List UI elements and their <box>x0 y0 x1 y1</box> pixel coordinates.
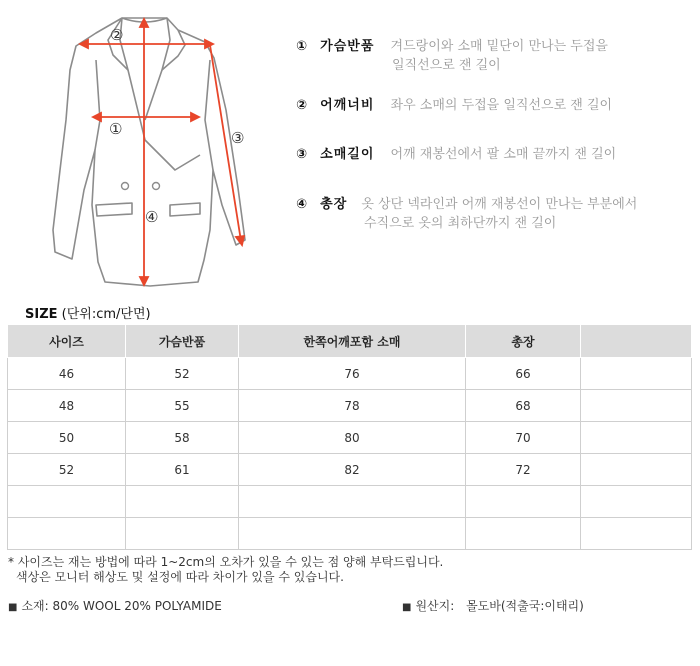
definition-desc: 어깨 재봉선에서 팔 소매 끝까지 잰 길이 <box>390 147 617 162</box>
table-cell <box>581 358 692 390</box>
table-cell: 82 <box>239 454 466 486</box>
header-length: 총장 <box>466 325 581 358</box>
marker-3: ③ <box>231 129 245 147</box>
note-line-2: 색상은 모니터 해상도 및 설정에 따라 차이가 있을 수 있습니다. <box>16 570 344 584</box>
table-cell <box>239 486 466 518</box>
note-line-1: * 사이즈는 재는 방법에 따라 1~2cm의 오차가 있을 수 있는 점 양해 부탁드립니다. <box>8 555 444 569</box>
bullet-square-icon: ■ <box>8 602 18 613</box>
origin-info: ■ 원산지: 몰도바(적출국:이태리) <box>402 599 584 613</box>
table-cell: 46 <box>8 358 126 390</box>
table-cell <box>581 422 692 454</box>
origin-label: 원산지 <box>415 599 451 613</box>
definition-desc: 좌우 소매의 두접을 일직선으로 잰 길이 <box>390 98 613 113</box>
table-cell <box>581 518 692 550</box>
definition-desc: 겨드랑이와 소매 밑단이 만나는 두접을 <box>390 39 608 54</box>
size-unit: (단위:cm/단면) <box>61 307 151 322</box>
table-cell: 48 <box>8 390 126 422</box>
table-cell: 61 <box>126 454 239 486</box>
table-cell <box>466 518 581 550</box>
table-cell: 68 <box>466 390 581 422</box>
jacket-pocket-left <box>96 203 132 216</box>
material-label: 소재 <box>21 599 45 613</box>
table-row <box>8 454 692 486</box>
material-value: 80% WOOL 20% POLYAMIDE <box>52 599 222 613</box>
jacket-pocket-right <box>170 203 200 216</box>
table-header-row <box>8 325 692 358</box>
definition-desc-line2: 일직선으로 잰 길이 <box>392 58 501 73</box>
table-cell: 52 <box>8 454 126 486</box>
table-cell: 55 <box>126 390 239 422</box>
definition-sleeve <box>296 145 616 164</box>
marker-2: ② <box>110 26 124 44</box>
table-cell <box>126 518 239 550</box>
jacket-outline <box>53 18 245 286</box>
table-row <box>8 358 692 390</box>
definition-number: ② <box>296 98 308 113</box>
definition-term: 총장 <box>320 197 348 212</box>
table-row <box>8 390 692 422</box>
definition-number: ① <box>296 39 308 54</box>
size-section-title <box>25 303 151 322</box>
table-cell: 66 <box>466 358 581 390</box>
table-row <box>8 518 692 550</box>
definition-desc-line2: 수직으로 옷의 최하단까지 잰 길이 <box>364 216 557 231</box>
marker-4: ④ <box>145 208 159 226</box>
header-sleeve: 한쪽어깨포함 소매 <box>239 325 466 358</box>
definition-chest <box>296 37 608 75</box>
definition-desc: 옷 상단 넥라인과 어깨 재봉선이 만나는 부분에서 <box>361 197 638 212</box>
jacket-lapel <box>128 70 200 170</box>
table-row <box>8 486 692 518</box>
table-cell <box>581 390 692 422</box>
jacket-measurement-diagram <box>0 0 290 300</box>
table-cell: 50 <box>8 422 126 454</box>
size-table <box>7 324 692 550</box>
definition-number: ③ <box>296 147 308 162</box>
definition-number: ④ <box>296 197 308 212</box>
table-cell: 58 <box>126 422 239 454</box>
definition-term: 어깨너비 <box>320 98 375 113</box>
table-cell <box>8 518 126 550</box>
marker-1: ① <box>109 120 123 138</box>
size-title: SIZE <box>25 307 58 322</box>
material-info: ■ 소재: 80% WOOL 20% POLYAMIDE <box>8 599 222 613</box>
table-cell: 80 <box>239 422 466 454</box>
header-extra <box>581 325 692 358</box>
table-cell: 76 <box>239 358 466 390</box>
table-cell: 70 <box>466 422 581 454</box>
table-cell <box>239 518 466 550</box>
header-size: 사이즈 <box>8 325 126 358</box>
table-cell: 72 <box>466 454 581 486</box>
bullet-square-icon: ■ <box>402 602 412 613</box>
table-cell <box>581 486 692 518</box>
table-cell: 78 <box>239 390 466 422</box>
table-cell <box>581 454 692 486</box>
definition-shoulder <box>296 96 612 115</box>
definition-total-length <box>296 195 637 233</box>
table-cell: 52 <box>126 358 239 390</box>
header-chest: 가슴반품 <box>126 325 239 358</box>
table-cell <box>8 486 126 518</box>
table-cell <box>126 486 239 518</box>
table-cell <box>466 486 581 518</box>
jacket-button <box>153 183 160 190</box>
definition-term: 소매길이 <box>320 147 375 162</box>
table-row <box>8 422 692 454</box>
jacket-button <box>122 183 129 190</box>
origin-value: 몰도바(적출국:이태리) <box>466 599 584 613</box>
definition-term: 가슴반품 <box>320 39 375 54</box>
